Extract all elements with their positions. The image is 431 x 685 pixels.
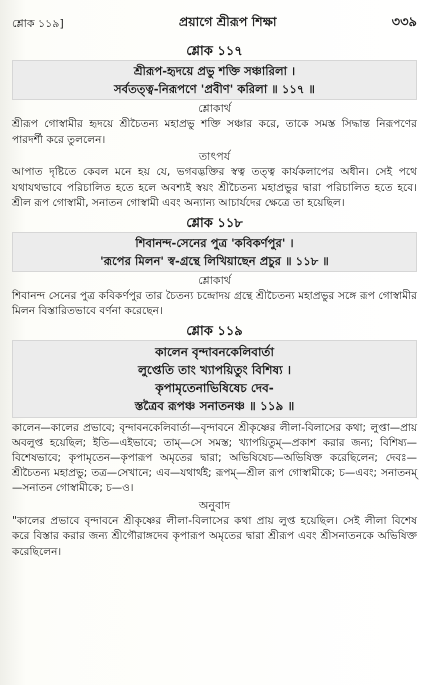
verse-119-line-4: স্তত্রৈব রূপঞ্চ সনাতনঞ্চ ॥ ১১৯ ॥ xyxy=(134,398,295,413)
verse-118-text xyxy=(12,232,417,272)
verse-119-word-meanings: কালেন—কালের প্রভাবে; বৃন্দাবনকেলিবার্তা—বৃন্দাবনে শ্রীকৃষ্ণের লীলা-বিলাসের কথা; লুপ্তা—প্রায় অবলুপ্ত হয়েছিল; ইতি—এইভাবে; তাম্—সে সমস্ত; খ্যাপয়িতুম্—প্রকাশ করার জন্য; বিশিষ্য—বিশেষভাবে; কৃপামৃতেন—কৃপারূপ অমৃতের দ্বারা; অভিষিষেচ—অভিষিক্ত করেছিলেন; দেবঃ—শ্রীচৈতন্য মহাপ্রভু; তত্র—সেখানে; এব—যথার্থই; রূপম্—শ্রীল রূপ গোস্বামীকে; চ—এবং; সনাতনম্—সনাতন গোস্বামীকে; চ—ও। xyxy=(12,421,417,495)
verse-119-translation: "কালের প্রভাবে বৃন্দাবনে শ্রীকৃষ্ণের লীলা-বিলাসের কথা প্রায় লুপ্ত হয়েছিল। সেই লীলা বিশেষ করে বিস্তার করার জন্য শ্রীগৌরাঙ্গদেব কৃপারূপ অমৃতের দ্বারা শ্রীরূপ এবং শ্রীসনাতনকে অভিষিক্ত করেছিলেন। xyxy=(12,514,417,558)
verse-117-number: শ্লোক ১১৭ xyxy=(186,44,243,59)
verse-117-text xyxy=(12,60,417,100)
verse-119-line-3: কৃপামৃতেনাভিষিষেচ দেব- xyxy=(155,380,274,395)
verse-119-number: শ্লোক ১১৯ xyxy=(186,323,243,339)
verse-119-translation-heading: অনুবাদ xyxy=(198,498,231,512)
verse-117-purport-heading: তাৎপর্য xyxy=(198,150,231,163)
verse-117-purport: আপাত দৃষ্টিতে কেবল মনে হয় যে, ভগবদ্ভক্তির স্বত্ব তত্ত্ব কার্যকলাপের অধীন। সেই পথে যথাযথভাবে পরিচালিত হতে হলে অবশ্যই স্বয়ং শ্রীচৈতন্য মহাপ্রভুর দ্বারা পরিচালিত হতে হবে। শ্রীল রূপ গোস্বামী, সনাতন গোস্বামী এবং অন্যান্য আচার্যদের ক্ষেত্রে তা হয়েছিল। xyxy=(12,166,417,209)
header-verse-ref: শ্লোক ১১৯] xyxy=(12,17,64,30)
verse-118-line-2: 'রূপের মিলন' স্ব-গ্রন্থে লিখিয়াছেন প্রচুর ॥ ১১৮ ॥ xyxy=(100,253,329,268)
running-header xyxy=(12,0,417,40)
verse-119-line-1: কালেন বৃন্দাবনকেলিবার্তা xyxy=(155,344,274,359)
verse-118-translation: শিবানন্দ সেনের পুত্র কবিকর্ণপুর তার চৈতন্য চন্দ্রোদয় গ্রন্থে শ্রীচৈতন্য মহাপ্রভুর সঙ্গে রূপ গোস্বামীর মিলন বিস্তারিতভাবে বর্ণনা করেছেন। xyxy=(12,289,417,317)
verse-117-line-1: শ্রীরূপ-হৃদয়ে প্রভু শক্তি সঞ্চারিলা । xyxy=(133,64,296,78)
verse-117-translation-heading: শ্লোকার্থ xyxy=(198,102,231,115)
verse-118-number: শ্লোক ১১৮ xyxy=(186,215,243,231)
verse-119-line-2: লুপ্তেতি তাং খ্যাপয়িতুং বিশিষ্য । xyxy=(137,362,292,377)
verse-118-translation-heading: শ্লোকার্থ xyxy=(198,273,231,287)
header-page-number: ৩৩৯ xyxy=(391,15,417,30)
verse-119-text xyxy=(12,340,417,418)
verse-118-line-1: শিবানন্দ-সেনের পুত্র 'কবিকর্ণপুর' । xyxy=(135,235,294,250)
verse-117-line-2: সর্বতত্ত্ব-নিরূপণে 'প্রবীণ' করিলা ॥ ১১৭ ॥ xyxy=(113,82,315,96)
header-chapter-title: প্রয়াগে শ্রীরূপ শিক্ষা xyxy=(178,14,277,29)
verse-117-translation: শ্রীরূপ গোস্বামীর হৃদয়ে শ্রীচৈতন্য মহাপ্রভু শক্তি সঞ্চার করে, তাকে সমস্ত সিদ্ধান্ত নিরূপণের পারদর্শী করে তুললেন। xyxy=(12,118,417,146)
